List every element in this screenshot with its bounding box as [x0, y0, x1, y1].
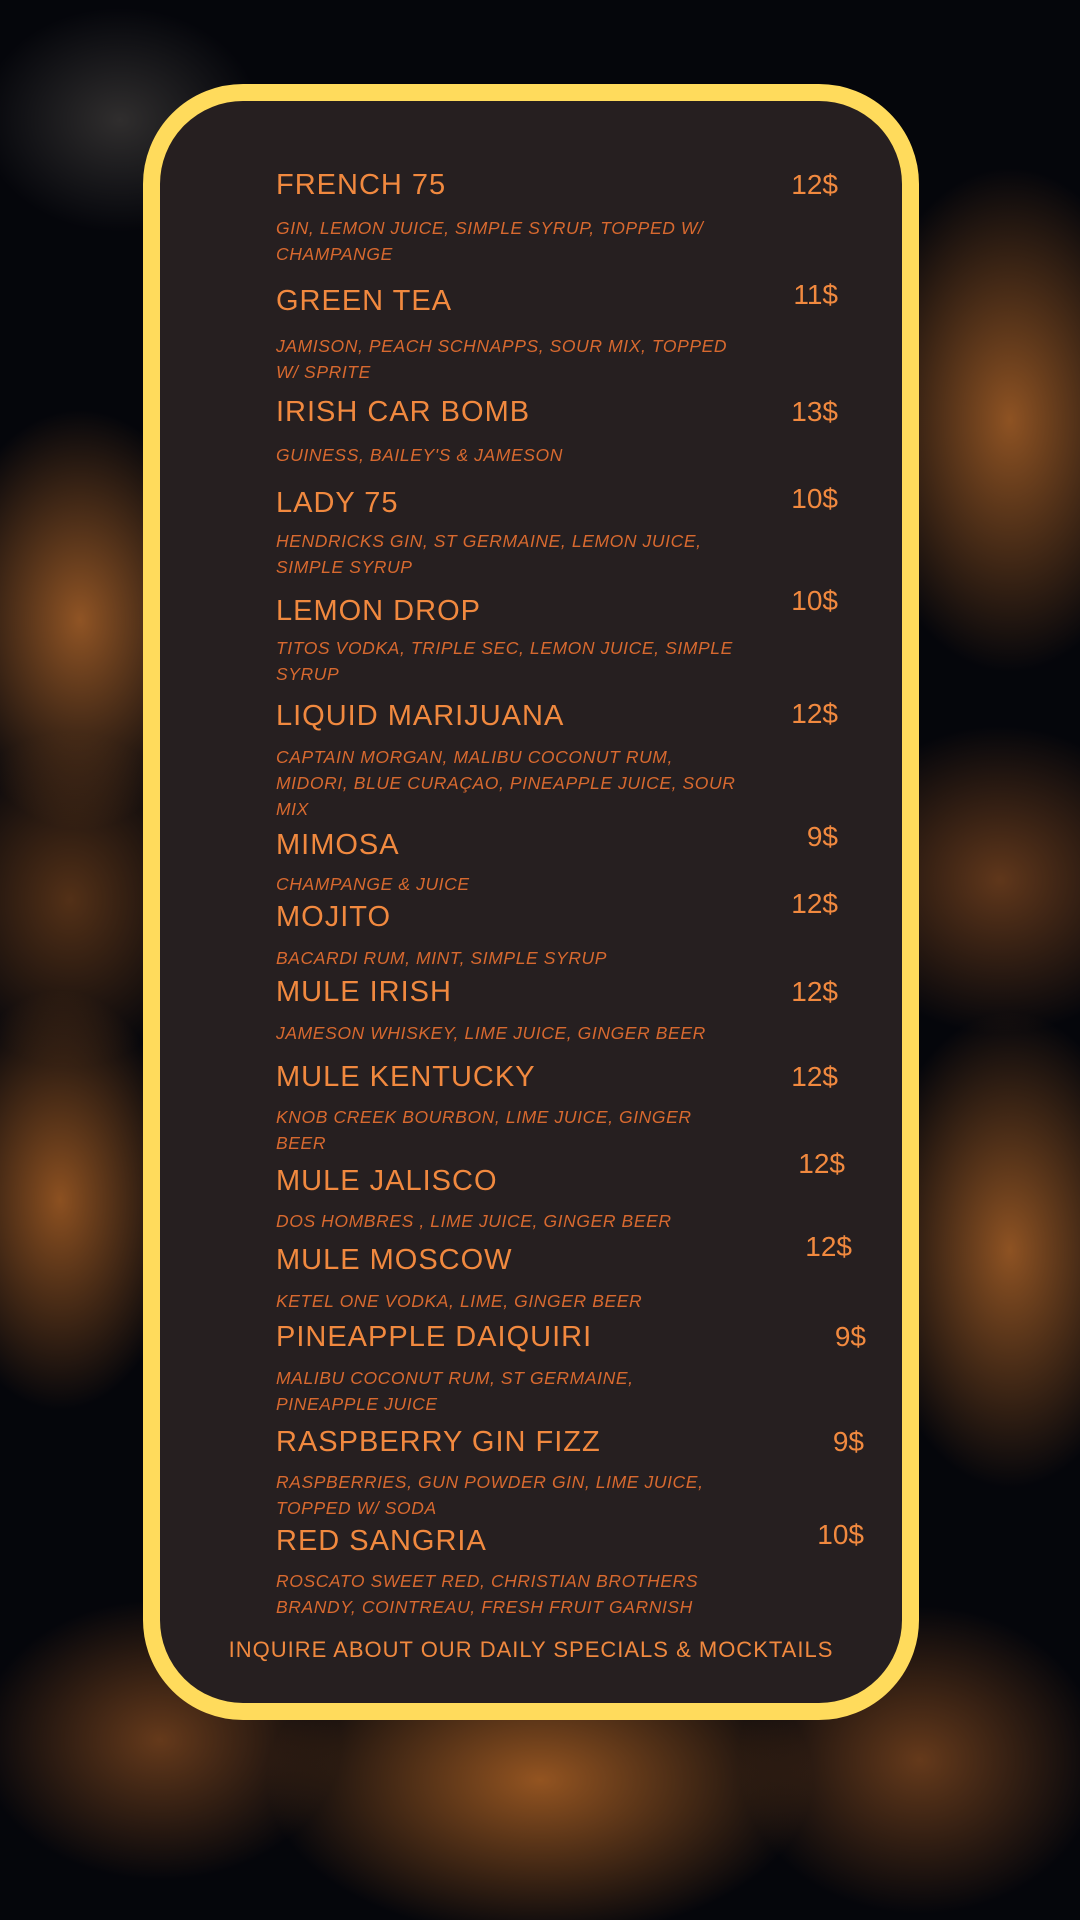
item-name: PINEAPPLE DAIQUIRI [276, 1321, 593, 1353]
item-description: KNOB CREEK BOURBON, LIME JUICE, GINGER BEER [276, 1107, 692, 1153]
item-description: JAMISON, PEACH SCHNAPPS, SOUR MIX, TOPPED W/ SPRITE [276, 336, 728, 382]
item-price: 12$ [791, 888, 838, 919]
item-price: 10$ [791, 483, 838, 514]
item-description: HENDRICKS GIN, ST GERMAINE, LEMON JUICE, SIMPLE SYRUP [276, 531, 702, 577]
item-price: 12$ [798, 1148, 845, 1179]
item-description: KETEL ONE VODKA, LIME, GINGER BEER [276, 1291, 643, 1311]
item-name: RED SANGRIA [276, 1525, 487, 1557]
item-description: TITOS VODKA, TRIPLE SEC, LEMON JUICE, SIMPLE SYRUP [276, 638, 733, 684]
item-description: CAPTAIN MORGAN, MALIBU COCONUT RUM, MIDORI, BLUE CURAÇAO, PINEAPPLE JUICE, SOUR MIX [276, 747, 736, 819]
item-name: MOJITO [276, 901, 392, 933]
item-name: LEMON DROP [276, 595, 481, 627]
item-name: FRENCH 75 [276, 169, 447, 201]
item-price: 12$ [791, 698, 838, 729]
item-price: 12$ [791, 976, 838, 1007]
item-name: MIMOSA [276, 829, 400, 861]
item-name: MULE JALISCO [276, 1165, 498, 1197]
item-name: GREEN TEA [276, 285, 453, 317]
item-name: LIQUID MARIJUANA [276, 700, 565, 732]
item-name: RASPBERRY GIN FIZZ [276, 1426, 601, 1458]
item-description: GUINESS, BAILEY'S & JAMESON [276, 445, 563, 465]
item-description: GIN, LEMON JUICE, SIMPLE SYRUP, TOPPED W/ CHAMPANGE [276, 218, 704, 264]
item-description: ROSCATO SWEET RED, CHRISTIAN BROTHERS BRANDY, COINTREAU, FRESH FRUIT GARNISH [276, 1571, 699, 1617]
specials-footer: INQUIRE ABOUT OUR DAILY SPECIALS & MOCKTAILS [228, 1637, 834, 1662]
item-description: JAMESON WHISKEY, LIME JUICE, GINGER BEER [276, 1023, 706, 1043]
item-description: CHAMPANGE & JUICE [276, 874, 470, 894]
item-description: BACARDI RUM, MINT, SIMPLE SYRUP [276, 948, 608, 968]
item-price: 10$ [791, 585, 838, 616]
item-name: MULE IRISH [276, 976, 452, 1008]
item-name: IRISH CAR BOMB [276, 396, 531, 428]
item-price: 10$ [817, 1519, 864, 1550]
item-price: 12$ [805, 1231, 852, 1262]
item-name: LADY 75 [276, 487, 399, 519]
item-name: MULE KENTUCKY [276, 1061, 536, 1093]
item-price: 13$ [791, 396, 838, 427]
item-price: 9$ [806, 821, 838, 852]
item-price: 11$ [793, 279, 838, 310]
item-description: RASPBERRIES, GUN POWDER GIN, LIME JUICE, TOPPED W/ SODA [276, 1472, 704, 1518]
item-price: 9$ [834, 1321, 866, 1352]
item-name: MULE MOSCOW [276, 1244, 513, 1276]
item-price: 9$ [832, 1426, 864, 1457]
menu-card [143, 84, 919, 1720]
item-price: 12$ [791, 169, 838, 200]
item-description: MALIBU COCONUT RUM, ST GERMAINE, PINEAPPLE JUICE [276, 1368, 634, 1414]
item-description: DOS HOMBRES , LIME JUICE, GINGER BEER [276, 1211, 672, 1231]
item-price: 12$ [791, 1061, 838, 1092]
